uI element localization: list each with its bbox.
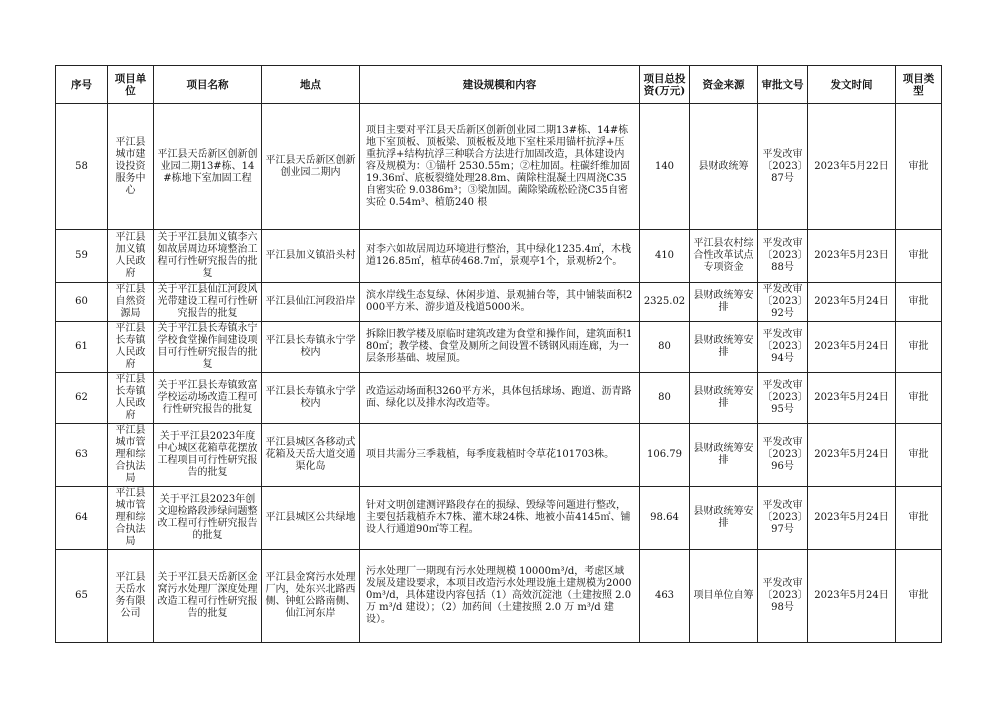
table-row [56,230,942,283]
table-row [56,550,942,643]
cell-approval-no: 平发改审〔2023〕95号 [758,373,808,424]
cell-location: 平江县金窝污水处理厂内，处东兴北路西侧、钟虹公路南侧、仙江河东岸 [262,550,360,643]
cell-investment: 140 [640,104,690,230]
cell-unit: 平江县城市管理和综合执法局 [108,487,154,550]
cell-seq: 64 [56,487,108,550]
cell-unit: 平江县城市建设投资服务中心 [108,104,154,230]
header-date: 发文时间 [808,66,896,104]
cell-content: 针对文明创建测评路段存在的损绿、毁绿等问题进行整改，主要包括栽植乔木7株、灌木球24株、地被小苗4145㎡、铺设人行通道90㎡等工程。 [360,487,640,550]
header-name: 项目名称 [154,66,262,104]
cell-type: 审批 [896,424,942,487]
cell-approval-no: 平发改审〔2023〕96号 [758,424,808,487]
header-type: 项目类型 [896,66,942,104]
approval-table [55,65,942,643]
cell-name: 关于平江县2023年创文迎检路段涉绿问题整改工程可行性研究报告的批复 [154,487,262,550]
cell-location: 平江县城区各移动式花箱及天岳大道交通渠化岛 [262,424,360,487]
cell-investment: 98.64 [640,487,690,550]
table-row [56,283,942,322]
header-location: 地点 [262,66,360,104]
cell-content: 改造运动场面积3260平方米，具体包括球场、跑道、沥青路面、绿化以及排水沟改造等。 [360,373,640,424]
cell-investment: 2325.02 [640,283,690,322]
header-fund: 资金来源 [690,66,758,104]
cell-seq: 59 [56,230,108,283]
cell-date: 2023年5月24日 [808,550,896,643]
cell-date: 2023年5月24日 [808,424,896,487]
cell-location: 平江县仙江河段沿岸 [262,283,360,322]
cell-name: 关于平江县2023年度中心城区花箱草花摆放工程项目可行性研究报告的批复 [154,424,262,487]
cell-fund: 县财政统筹安排 [690,283,758,322]
header-approval-no: 审批文号 [758,66,808,104]
cell-fund: 平江县农村综合性改革试点专项资金 [690,230,758,283]
cell-location: 平江县城区公共绿地 [262,487,360,550]
cell-content: 项目主要对平江县天岳新区创新创业园二期13#栋、14#栋地下室顶板、顶板梁、顶板板及地下室柱采用锚杆抗浮+压重抗浮+结构抗浮三种联合方法进行加固改造，具体建设内容及规模为：①锚杆 2530.55m；②柱加固。柱碳纤维加固 19.36㎡、底板裂缝处理28.8m、菌除柱混凝土四周浇C35自密实砼 9.0386m³；③梁加固。菌除梁疏松砼浇C35自密实砼 0.54m³、植筋240 根 [360,104,640,230]
cell-location: 平江县天岳新区创新创业园二期内 [262,104,360,230]
cell-name: 关于平江县仙江河段风光带建设工程可行性研究报告的批复 [154,283,262,322]
table-row [56,373,942,424]
header-seq: 序号 [56,66,108,104]
cell-unit: 平江县加义镇人民政府 [108,230,154,283]
cell-fund: 县财政统筹安排 [690,487,758,550]
cell-seq: 65 [56,550,108,643]
cell-approval-no: 平发改审〔2023〕92号 [758,283,808,322]
cell-name: 关于平江县长寿镇永宁学校食堂操作间建设项目可行性研究报告的批复 [154,322,262,373]
header-investment: 项目总投资(万元) [640,66,690,104]
cell-type: 审批 [896,322,942,373]
cell-seq: 60 [56,283,108,322]
table-row [56,104,942,230]
cell-type: 审批 [896,283,942,322]
header-content: 建设规模和内容 [360,66,640,104]
cell-type: 审批 [896,230,942,283]
cell-approval-no: 平发改审〔2023〕97号 [758,487,808,550]
table-row [56,322,942,373]
cell-date: 2023年5月24日 [808,487,896,550]
cell-fund: 县财政统筹安排 [690,424,758,487]
table-row [56,424,942,487]
cell-content: 项目共需分三季栽植，每季度栽植时令草花101703株。 [360,424,640,487]
cell-unit: 平江县自然资源局 [108,283,154,322]
cell-type: 审批 [896,550,942,643]
cell-name: 关于平江县长寿镇致富学校运动场改造工程可行性研究报告的批复 [154,373,262,424]
cell-date: 2023年5月22日 [808,104,896,230]
cell-type: 审批 [896,104,942,230]
cell-investment: 80 [640,373,690,424]
cell-unit: 平江县城市管理和综合执法局 [108,424,154,487]
cell-date: 2023年5月24日 [808,283,896,322]
cell-approval-no: 平发改审〔2023〕94号 [758,322,808,373]
header-unit: 项目单位 [108,66,154,104]
cell-investment: 80 [640,322,690,373]
cell-date: 2023年5月24日 [808,373,896,424]
header-row [56,66,942,104]
cell-approval-no: 平发改审〔2023〕87号 [758,104,808,230]
cell-unit: 平江县天岳水务有限公司 [108,550,154,643]
cell-approval-no: 平发改审〔2023〕98号 [758,550,808,643]
cell-location: 平江县加义镇沿头村 [262,230,360,283]
cell-content: 对李六如故居周边环境进行整治，其中绿化1235.4㎡，木栈道126.85㎡，植草砖468.7㎡，景观亭1个，景观桥2个。 [360,230,640,283]
cell-location: 平江县长寿镇永宁学校内 [262,373,360,424]
cell-seq: 62 [56,373,108,424]
cell-fund: 县财政统筹安排 [690,373,758,424]
cell-investment: 106.79 [640,424,690,487]
cell-date: 2023年5月23日 [808,230,896,283]
cell-content: 污水处理厂一期现有污水处理规模 10000m³/d，考虑区域发展及建设要求，本项目改造污水处理设施土建规模为20000m³/d，具体建设内容包括（1）高效沉淀池（土建按照 2.0 万 m³/d 建设）；（2）加药间（土建按照 2.0 万 m³/d 建设）。 [360,550,640,643]
cell-content: 拆除旧教学楼及原临时建筑改建为食堂和操作间，建筑面积180㎡；教学楼、食堂及厕所之间设置不锈钢风雨连廊，为一层条形基础、坡屋顶。 [360,322,640,373]
cell-name: 关于平江县加义镇李六如故居周边环境整治工程可行性研究报告的批复 [154,230,262,283]
cell-seq: 58 [56,104,108,230]
cell-date: 2023年5月24日 [808,322,896,373]
cell-seq: 61 [56,322,108,373]
cell-location: 平江县长寿镇永宁学校内 [262,322,360,373]
cell-investment: 463 [640,550,690,643]
cell-type: 审批 [896,487,942,550]
cell-unit: 平江县长寿镇人民政府 [108,373,154,424]
cell-unit: 平江县长寿镇人民政府 [108,322,154,373]
cell-fund: 县财政统筹 [690,104,758,230]
cell-approval-no: 平发改审〔2023〕88号 [758,230,808,283]
cell-content: 滨水岸线生态复绿、休闲步道、景观捕台等，其中铺装面积2000平方米、游步道及栈道5000米。 [360,283,640,322]
table-row [56,487,942,550]
cell-fund: 项目单位自筹 [690,550,758,643]
cell-type: 审批 [896,373,942,424]
cell-name: 关于平江县天岳新区金窝污水处理厂深度处理改造工程可行性研究报告的批复 [154,550,262,643]
cell-fund: 县财政统筹安排 [690,322,758,373]
cell-investment: 410 [640,230,690,283]
cell-name: 平江县天岳新区创新创业园二期13#栋、14#栋地下室加固工程 [154,104,262,230]
cell-seq: 63 [56,424,108,487]
